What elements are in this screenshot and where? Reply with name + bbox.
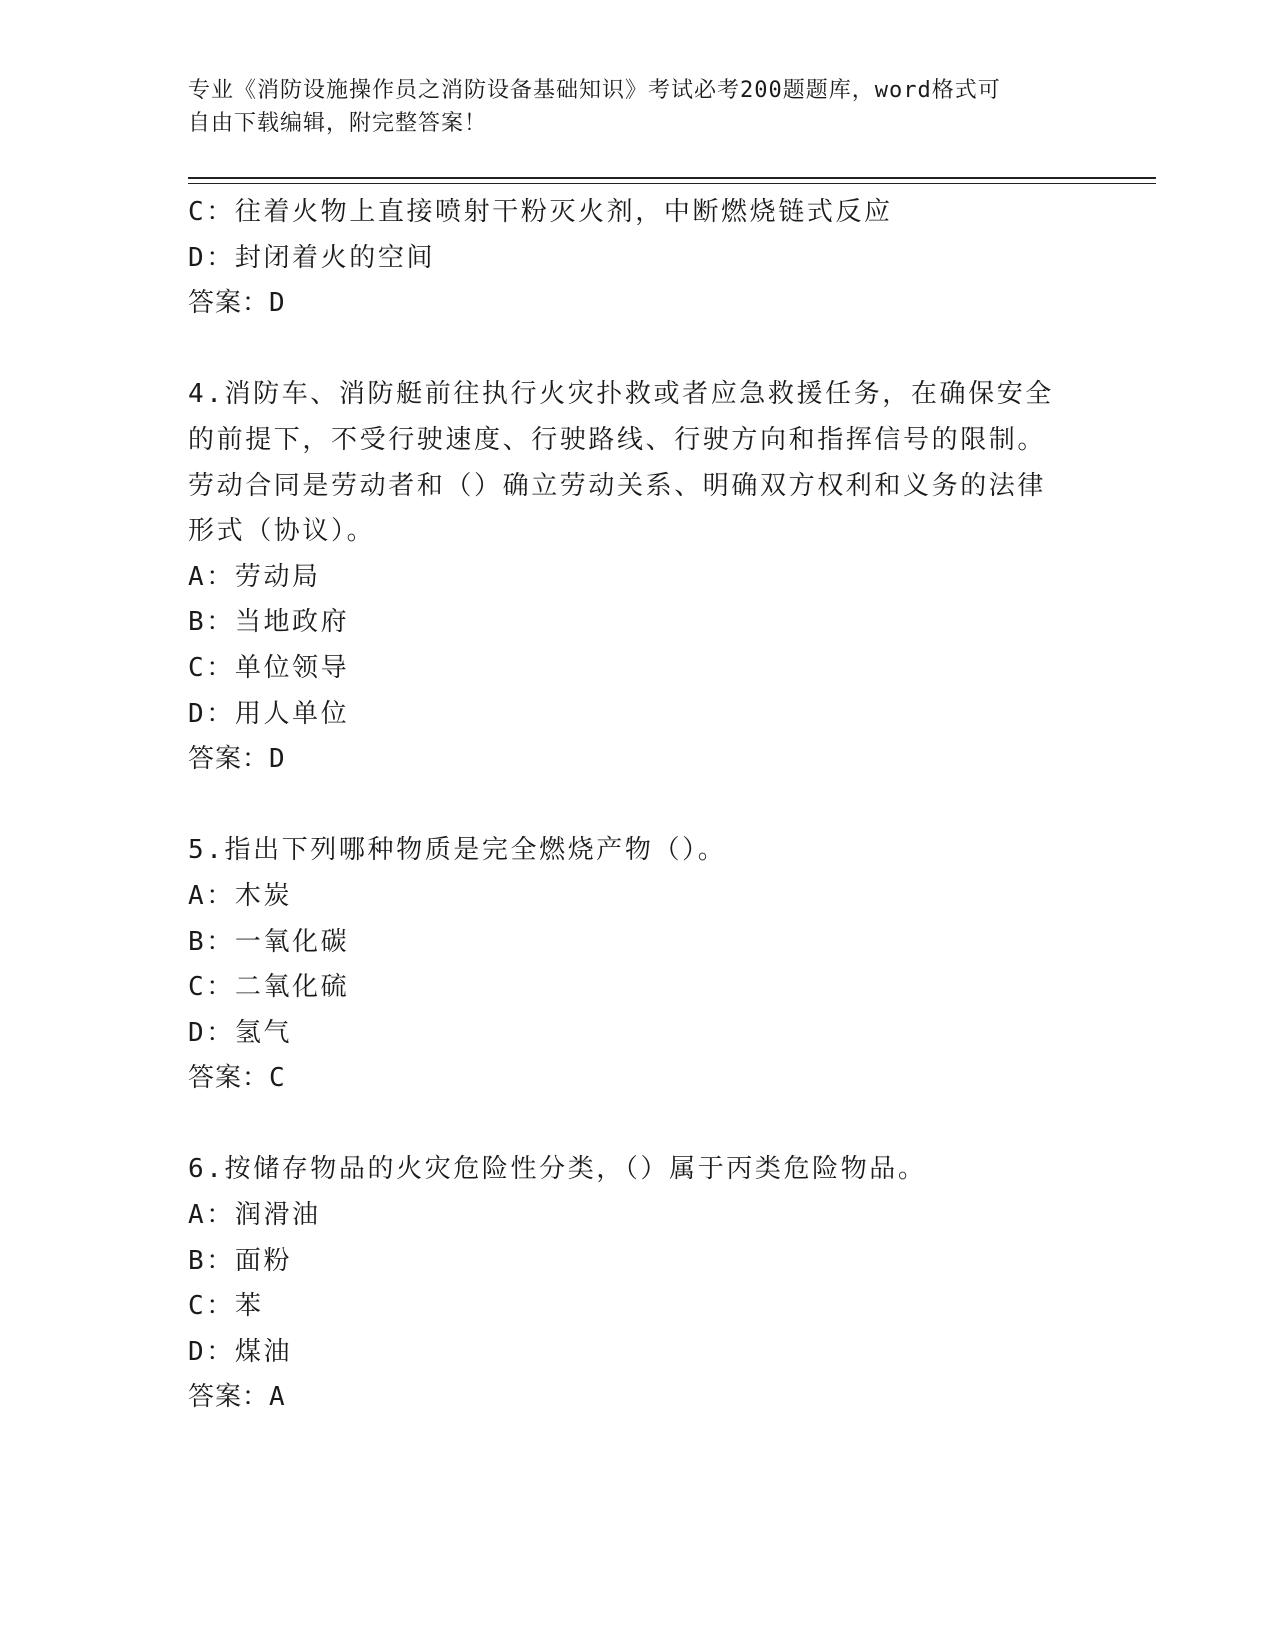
question-stem-line: 的前提下，不受行驶速度、行驶路线、行驶方向和指挥信号的限制。 xyxy=(188,424,1047,455)
option-c: C：二氧化硫 xyxy=(188,972,350,1003)
question-5 xyxy=(188,828,1088,1102)
option-a: A：劳动局 xyxy=(188,561,321,592)
option-c: C：往着火物上直接喷射干粉灭火剂，中断燃烧链式反应 xyxy=(188,197,893,227)
answer-label: 答案： xyxy=(188,1063,270,1094)
option-b: B：当地政府 xyxy=(188,607,350,638)
option-d: D：煤油 xyxy=(188,1336,293,1367)
header-title-line-2: 自由下载编辑，附完整答案！ xyxy=(188,111,488,136)
option-b: B：一氧化碳 xyxy=(188,926,350,957)
option-b: B：面粉 xyxy=(188,1245,293,1276)
question-content xyxy=(188,190,1088,1421)
question-stem-line: 劳动合同是劳动者和（）确立劳动关系、明确双方权利和义务的法律 xyxy=(188,470,1047,501)
option-a: A：木炭 xyxy=(188,880,293,911)
answer-label: 答案： xyxy=(188,288,270,319)
answer-line xyxy=(188,1375,1088,1421)
question-4 xyxy=(188,372,1088,782)
answer-value: D xyxy=(269,744,286,775)
header-divider-thick xyxy=(188,177,1156,179)
spacer xyxy=(188,783,1088,829)
answer-line xyxy=(188,1056,1088,1102)
question-stem-line: 6.按储存物品的火灾危险性分类，（）属于丙类危险物品。 xyxy=(188,1154,927,1185)
question-stem-line: 5.指出下列哪种物质是完全燃烧产物（）。 xyxy=(188,835,727,866)
option-d: D：封闭着火的空间 xyxy=(188,242,436,273)
option-c: C：苯 xyxy=(188,1291,264,1322)
question-3-continuation xyxy=(188,190,1088,327)
question-stem-line: 4.消防车、消防艇前往执行火灾扑救或者应急救援任务，在确保安全 xyxy=(188,379,1054,410)
answer-value: D xyxy=(269,288,286,319)
answer-line xyxy=(188,281,1088,327)
answer-value: C xyxy=(269,1063,286,1094)
answer-value: A xyxy=(269,1382,286,1413)
header-title-line-1: 专业《消防设施操作员之消防设备基础知识》考试必考200题题库，word格式可 xyxy=(188,78,1001,103)
answer-label: 答案： xyxy=(188,1382,270,1413)
answer-line xyxy=(188,737,1088,783)
option-d: D：用人单位 xyxy=(188,698,350,729)
question-6 xyxy=(188,1147,1088,1421)
spacer xyxy=(188,1102,1088,1148)
option-a: A：润滑油 xyxy=(188,1200,321,1231)
document-header xyxy=(188,74,1088,140)
question-stem-line: 形式（协议）。 xyxy=(188,516,376,547)
answer-label: 答案： xyxy=(188,744,270,775)
option-d: D：氢气 xyxy=(188,1017,293,1048)
spacer xyxy=(188,327,1088,373)
header-divider-thin xyxy=(188,183,1156,184)
option-c: C：单位领导 xyxy=(188,652,350,683)
